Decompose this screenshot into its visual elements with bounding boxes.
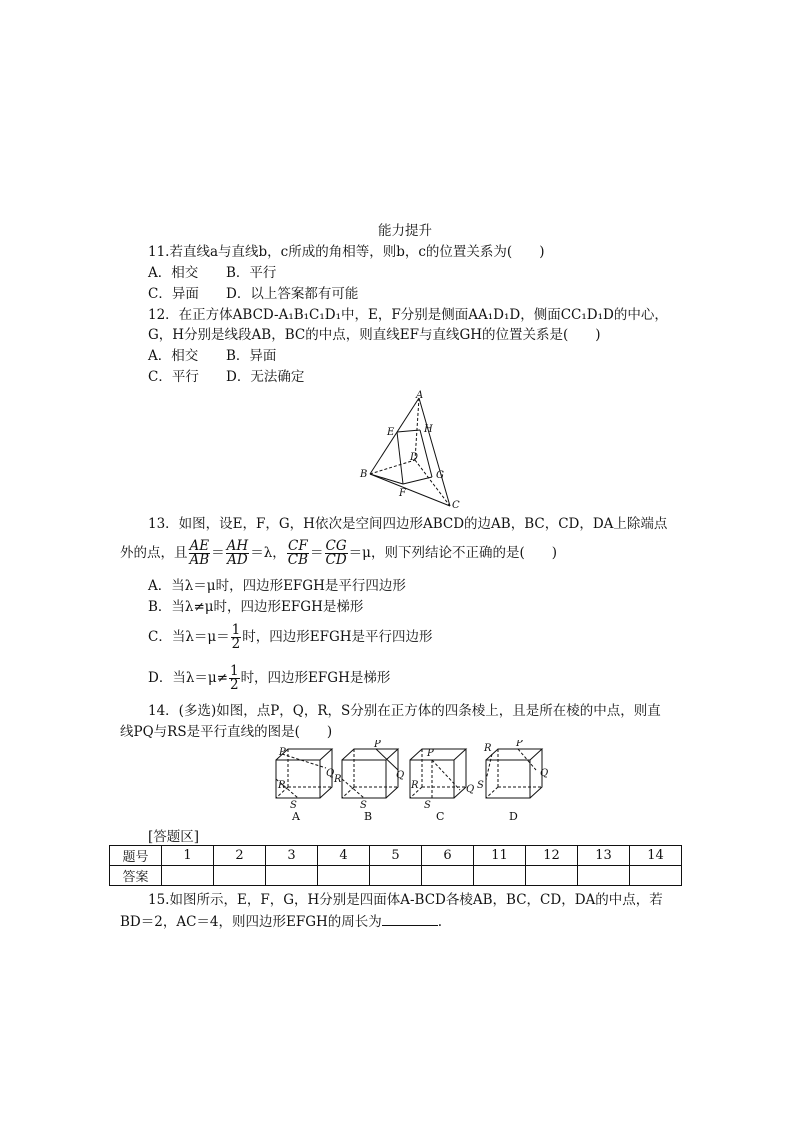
fraction-denominator: AB: [189, 552, 210, 568]
label-r: R: [411, 780, 419, 791]
answer-cell[interactable]: [162, 866, 214, 886]
fraction-denominator: 2: [231, 636, 241, 652]
label-s: S: [360, 800, 367, 811]
answer-cell[interactable]: [266, 866, 318, 886]
cube-d: [477, 740, 548, 798]
q14-stem-line2: 线PQ与RS是平行直线的图是( ): [120, 724, 333, 740]
q13-option-d: [148, 663, 390, 693]
q12-stem-line1: 12．在正方体ABCD-A₁B₁C₁D₁中，E，F分别是侧面AA₁D₁D，侧面CC₁D₁D的中心，: [148, 307, 668, 323]
fraction-numerator: CG: [325, 538, 347, 554]
q13-label-e: E: [387, 427, 395, 438]
question-number-cell: 14: [630, 846, 682, 866]
caption-a: A: [292, 810, 300, 823]
q13-label-c: C: [452, 500, 460, 511]
answer-cell[interactable]: [578, 866, 630, 886]
label-p: P: [374, 740, 381, 750]
q12-option-a: A．相交: [148, 348, 199, 364]
fraction-cf-cb: [287, 540, 309, 567]
label-q: Q: [396, 770, 405, 781]
equals-sign: ＝: [310, 545, 324, 561]
question-number-cell: 11: [474, 846, 526, 866]
q14-stem-line1: 14．(多选)如图，点P，Q，R，S分别在正方体的四条棱上，且是所在棱的中点，则直: [148, 703, 661, 719]
question-number-cell: 13: [578, 846, 630, 866]
q15-stem-end: .: [437, 914, 443, 930]
q13-label-a: A: [416, 390, 424, 401]
answer-cell[interactable]: [214, 866, 266, 886]
fraction-numerator: CF: [288, 538, 308, 554]
q13-option-c: [148, 622, 433, 652]
q11-stem: 11.若直线a与直线b，c所成的角相等，则b，c的位置关系为( ): [148, 244, 545, 260]
question-number-cell: 2: [214, 846, 266, 866]
q15-stem-line1: 15.如图所示，E，F，G，H分别是四面体A-BCD各棱AB，BC，CD，DA的中点，若: [148, 892, 663, 908]
fraction-numerator: AH: [226, 538, 249, 554]
q13-tetrahedron-figure: [355, 388, 470, 513]
label-q: Q: [540, 768, 549, 779]
fraction-one-half: [231, 624, 242, 651]
label-s: S: [477, 780, 484, 791]
q13-option-c-suffix: 时，四边形EFGH是平行四边形: [242, 629, 433, 645]
cube-b: [333, 740, 404, 811]
q12-option-b: B．异面: [226, 348, 277, 364]
q15-stem-text: BD＝2，AC＝4，则四边形EFGH的周长为: [120, 914, 382, 930]
label-q: Q: [466, 784, 475, 795]
label-r: R: [278, 780, 286, 791]
label-p: P: [516, 740, 523, 749]
q13-label-g: G: [436, 470, 444, 481]
q13-label-b: B: [360, 469, 368, 480]
answer-table-answer-row: [110, 866, 682, 886]
q13-option-b: B．当λ≠μ时，四边形EFGH是梯形: [148, 599, 364, 615]
question-number-cell: 12: [526, 846, 578, 866]
q13-stem-line2: [120, 538, 557, 568]
question-number-cell: 1: [162, 846, 214, 866]
answer-table: [109, 845, 682, 886]
q13-option-c-prefix: C．当λ＝μ＝: [148, 629, 230, 645]
q12-stem-line2: G，H分别是线段AB，BC的中点，则直线EF与直线GH的位置关系是( ): [148, 327, 601, 343]
fraction-denominator: AD: [227, 552, 248, 568]
q13-label-f: F: [399, 488, 406, 499]
q11-option-d: D．以上答案都有可能: [226, 286, 359, 302]
cube-a: [276, 747, 334, 811]
fraction-numerator: 1: [231, 622, 241, 638]
q13-option-a: A．当λ＝μ时，四边形EFGH是平行四边形: [148, 578, 406, 594]
answer-cell[interactable]: [318, 866, 370, 886]
answer-cell[interactable]: [526, 866, 578, 886]
fraction-denominator: CD: [325, 552, 347, 568]
q11-option-b: B．平行: [226, 265, 277, 281]
q11-option-a: A．相交: [148, 265, 199, 281]
q13-stem-line1: 13．如图，设E，F，G，H依次是空间四边形ABCD的边AB，BC，CD，DA上除端点: [148, 516, 668, 532]
q14-cube-figures: [268, 740, 568, 826]
header-question-number: 题号: [110, 846, 162, 866]
fraction-denominator: 2: [229, 677, 239, 693]
label-q: Q: [326, 768, 335, 779]
label-p: P: [279, 747, 286, 758]
equals-sign: ＝: [211, 545, 225, 561]
question-number-cell: 6: [422, 846, 474, 866]
answer-cell[interactable]: [474, 866, 526, 886]
label-r: R: [484, 743, 492, 754]
section-title: 能力提升: [378, 223, 432, 239]
answer-cell[interactable]: [422, 866, 474, 886]
question-number-cell: 5: [370, 846, 422, 866]
fraction-one-half: [229, 665, 240, 692]
cube-c: [410, 748, 474, 811]
fraction-ah-ad: [226, 540, 250, 567]
fraction-numerator: 1: [229, 663, 239, 679]
label-r: R: [334, 774, 342, 785]
caption-d: D: [509, 810, 518, 823]
answer-table-number-row: [110, 846, 682, 866]
question-number-cell: 4: [318, 846, 370, 866]
caption-c: C: [436, 810, 445, 823]
answer-cell[interactable]: [370, 866, 422, 886]
q11-option-c: C．异面: [148, 286, 199, 302]
label-p: P: [427, 748, 434, 759]
fraction-ae-ab: [189, 540, 211, 567]
answer-cell[interactable]: [630, 866, 682, 886]
q13-label-h: H: [424, 424, 433, 435]
q15-stem-line2: [120, 913, 442, 930]
equals-lambda: ＝λ，: [250, 545, 286, 561]
label-s: S: [290, 800, 297, 811]
fraction-numerator: AE: [189, 538, 210, 554]
answer-area-title: [答题区]: [148, 829, 200, 845]
q12-option-c: C．平行: [148, 369, 199, 385]
answer-blank[interactable]: [382, 913, 438, 926]
equals-mu-stem: ＝μ，则下列结论不正确的是( ): [348, 545, 557, 561]
label-s: S: [424, 800, 431, 811]
fraction-cg-cd: [325, 540, 348, 567]
header-answer: 答案: [110, 866, 162, 886]
q13-label-d: D: [410, 452, 419, 463]
q12-option-d: D．无法确定: [226, 369, 305, 385]
q13-option-d-suffix: 时，四边形EFGH是梯形: [240, 670, 391, 686]
q13-option-d-prefix: D．当λ＝μ≠: [148, 670, 228, 686]
q13-stem-prefix: 外的点，且: [120, 545, 188, 561]
fraction-denominator: CB: [287, 552, 309, 568]
caption-b: B: [364, 810, 373, 823]
question-number-cell: 3: [266, 846, 318, 866]
